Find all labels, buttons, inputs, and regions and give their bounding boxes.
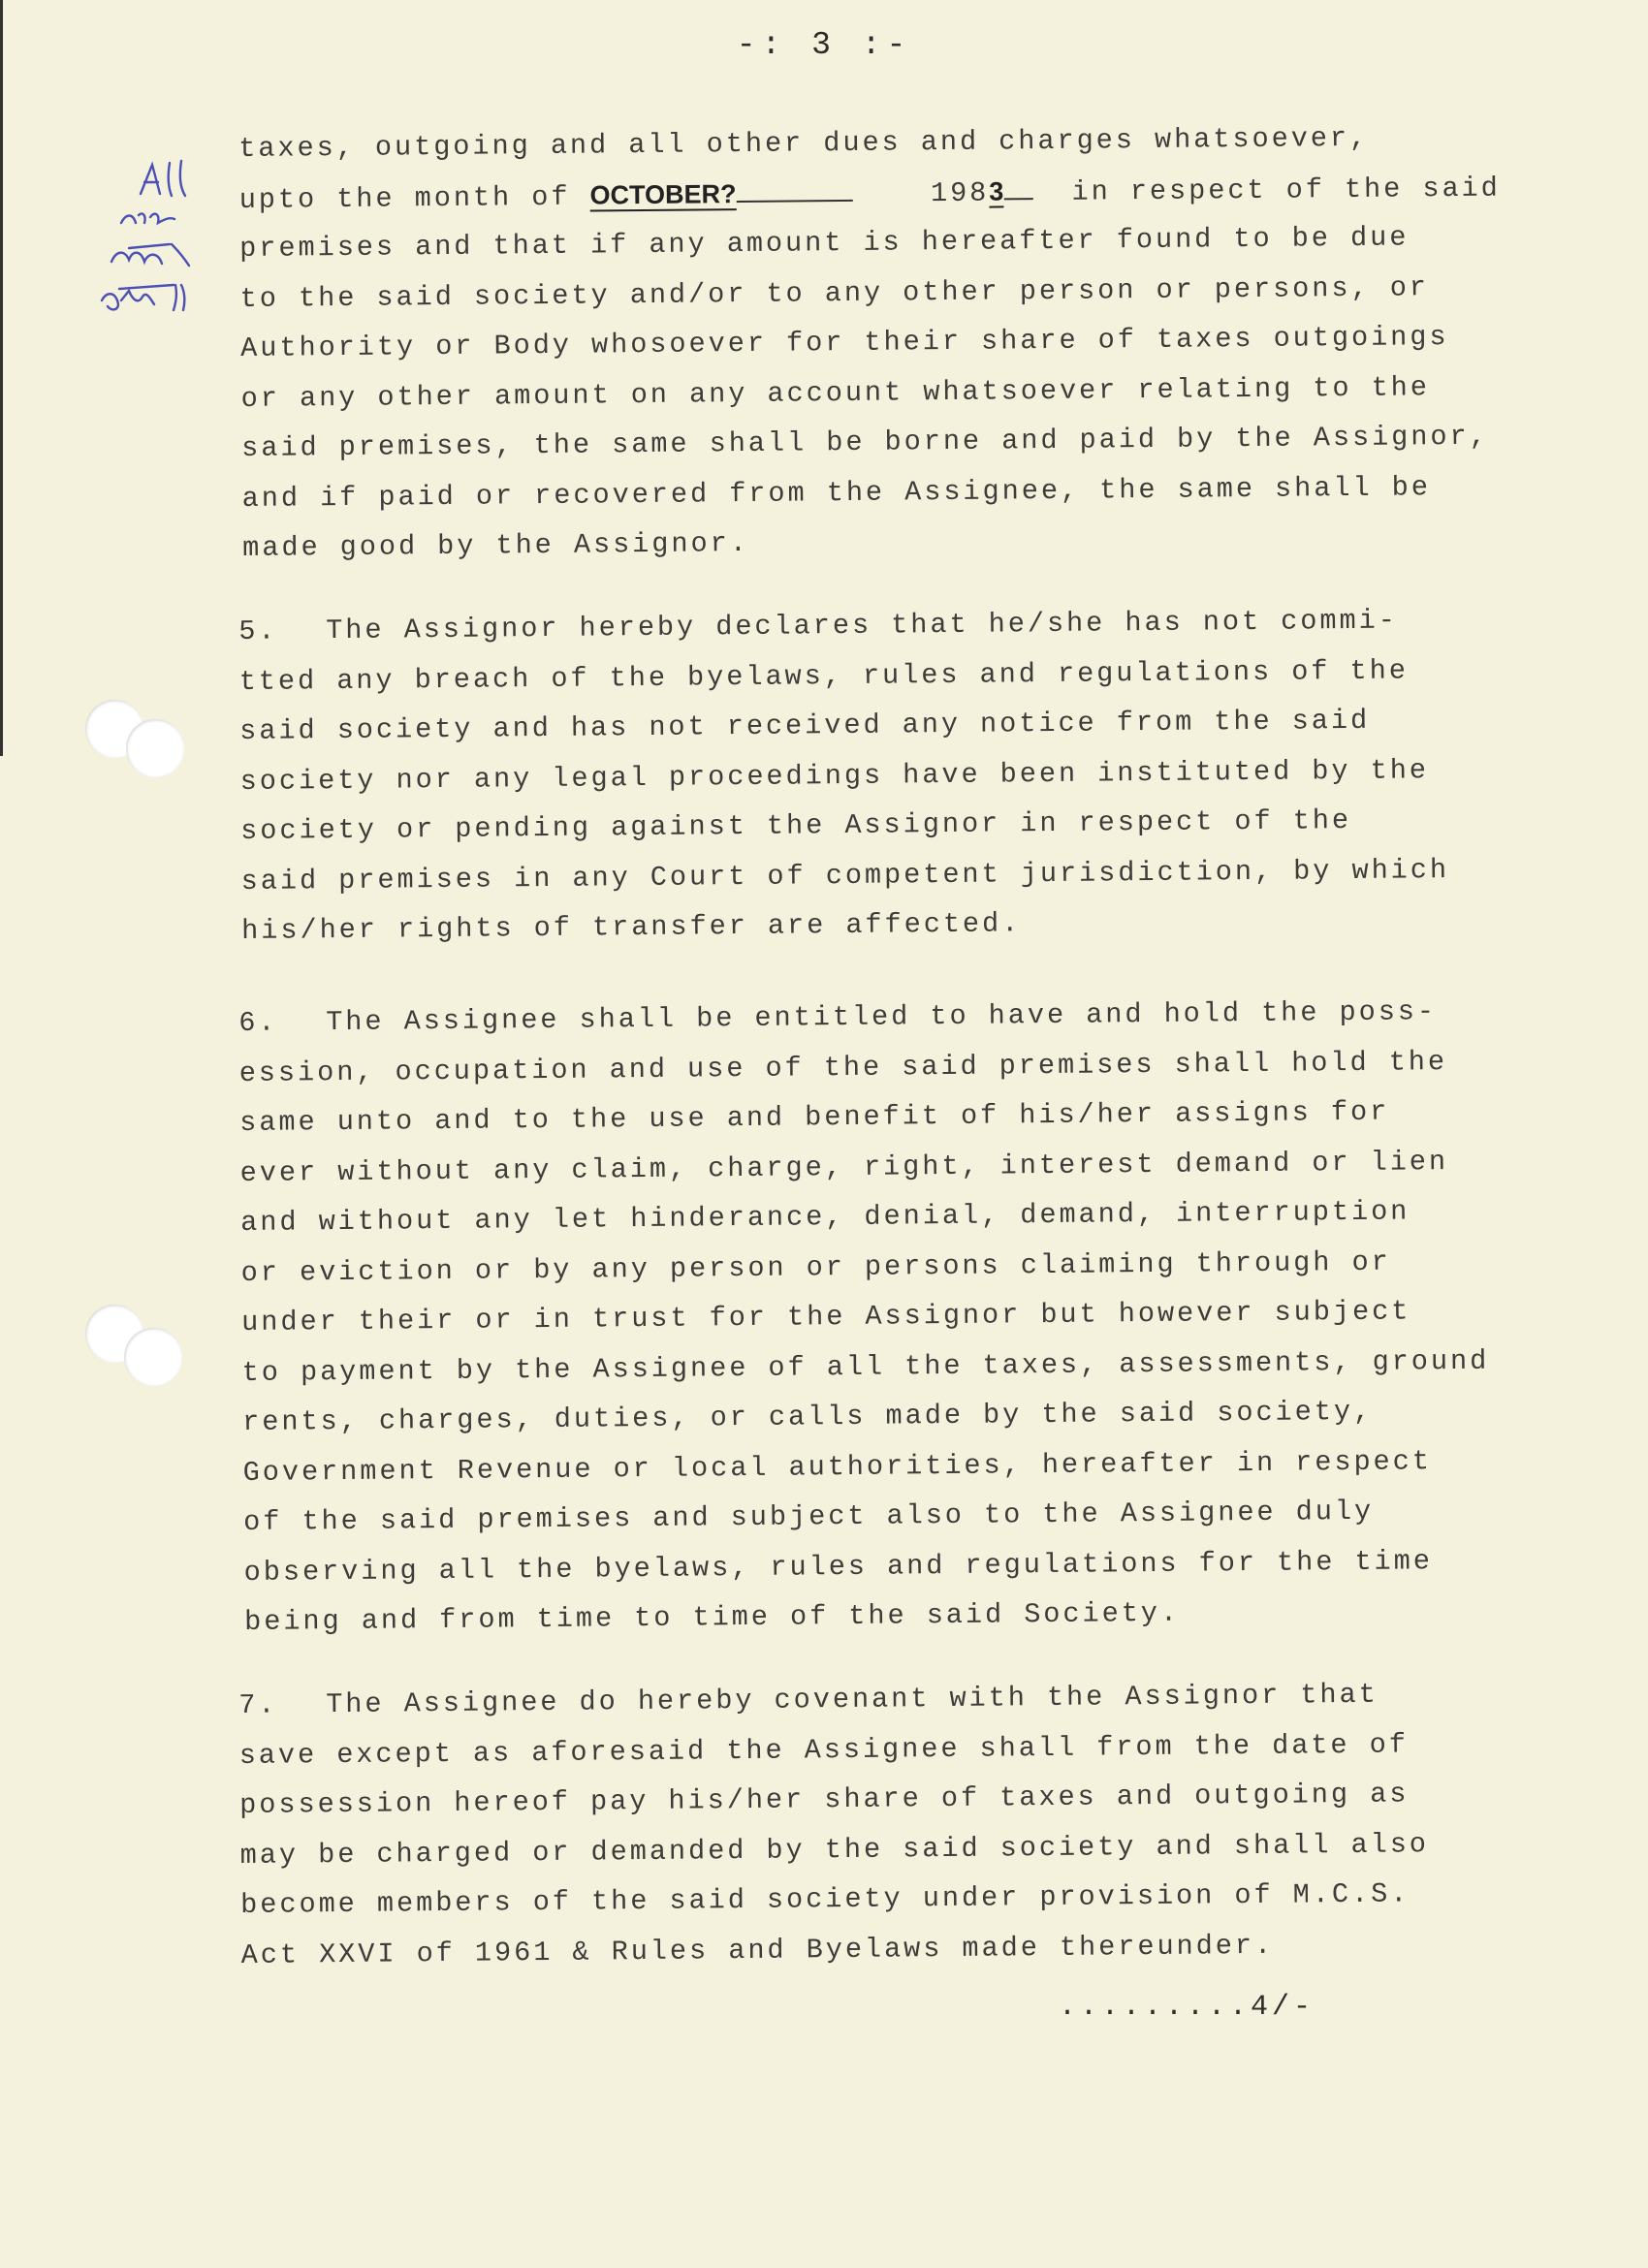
text-line: said society and has not received any notice from the said [239,704,1371,747]
text-fragment: in respect of the said [1071,172,1501,208]
text-line: or eviction or by any person or persons claiming through or [240,1245,1391,1289]
text-fragment: The Assignee shall be entitled to have and hold the poss- [326,995,1438,1039]
clause-number: 7. [238,1688,278,1721]
text-line: ession, occupation and use of the said premises shall hold the [238,1045,1448,1089]
text-line: to payment by the Assignee of all the taxes, assessments, ground [241,1344,1490,1389]
text-line: of the said premises and subject also to the Assignee duly [243,1495,1375,1538]
punch-hole [124,1328,182,1386]
text-line: become members of the said society under provision of M.C.S. [240,1877,1410,1921]
scan-edge [0,0,3,756]
text-line: or any other amount on any account whatsoever relating to the [240,370,1431,415]
month-label: upto the month of [238,180,590,216]
clause-4-continuation [238,112,1503,574]
text-line: save except as aforesaid the Assignee shall from the date of [238,1727,1410,1772]
month-value: OCTOBER? [589,178,737,210]
text-line: being and from time to time of the said Society. [244,1596,1181,1638]
clause-6 [238,987,1505,1648]
text-fragment: The Assignee do hereby covenant with the Assignor that [326,1678,1379,1721]
text-line: taxes, outgoing and all other dues and charges whatsoever, [238,121,1370,165]
text-line: said premises, the same shall be borne and paid by the Assignor, [241,420,1489,464]
text-line: under their or in trust for the Assignor but however subject [241,1295,1411,1339]
text-line: tted any breach of the byelaws, rules and regulations of the [238,653,1410,698]
text-line: made good by the Assignor. [242,526,750,564]
text-line: same unto and to the use and benefit of his/her assigns for [239,1095,1390,1139]
text-line: may be charged or demanded by the said society and shall also [239,1827,1430,1872]
text-fragment: The Assignor hereby declares that he/she has not commi- [326,604,1399,647]
handwritten-margin-note [92,155,257,378]
text-line: said premises in any Court of competent jurisdiction, by which [240,853,1450,898]
text-line: ever without any claim, charge, right, interest demand or lien [239,1145,1449,1189]
text-line: and without any let hinderance, denial, demand, interruption [240,1195,1410,1239]
text-line: observing all the byelaws, rules and regulations for the time [243,1544,1434,1589]
year-prefix: 198 [930,176,990,209]
text-line: Act XXVI of 1961 & Rules and Byelaws made thereunder. [240,1929,1275,1971]
page-number: -: 3 :- [736,27,912,63]
text-line: society or pending against the Assignor in respect of the [240,803,1352,847]
text-line: Government Revenue or local authorities, hereafter in respect [242,1444,1433,1489]
punch-hole [126,719,184,777]
clause-number: 5. [238,614,278,647]
text-line: Authority or Body whosoever for their share of taxes outgoings [240,321,1449,364]
text-line: and if paid or recovered from the Assignee, the same shall be [241,470,1432,515]
text-line: society nor any legal proceedings have been instituted by the [239,753,1430,798]
year-digit: 3 [989,175,1004,206]
blank-line [1003,173,1032,200]
clause-5 [238,595,1502,957]
clause-7 [238,1669,1502,1980]
text-line: his/her rights of transfer are affected. [241,907,1022,947]
continued-marker: .........4/- [1059,1991,1315,2024]
text-line: premises and that if any amount is hereafter found to be due [239,221,1410,265]
text-line: rents, charges, duties, or calls made by the said society, [242,1395,1374,1438]
clause-number: 6. [238,1006,278,1039]
text-line: to the said society and/or to any other person or persons, or [239,270,1430,315]
text-line: possession hereof pay his/her share of taxes and outgoing as [239,1778,1410,1821]
blank-line [736,173,852,202]
